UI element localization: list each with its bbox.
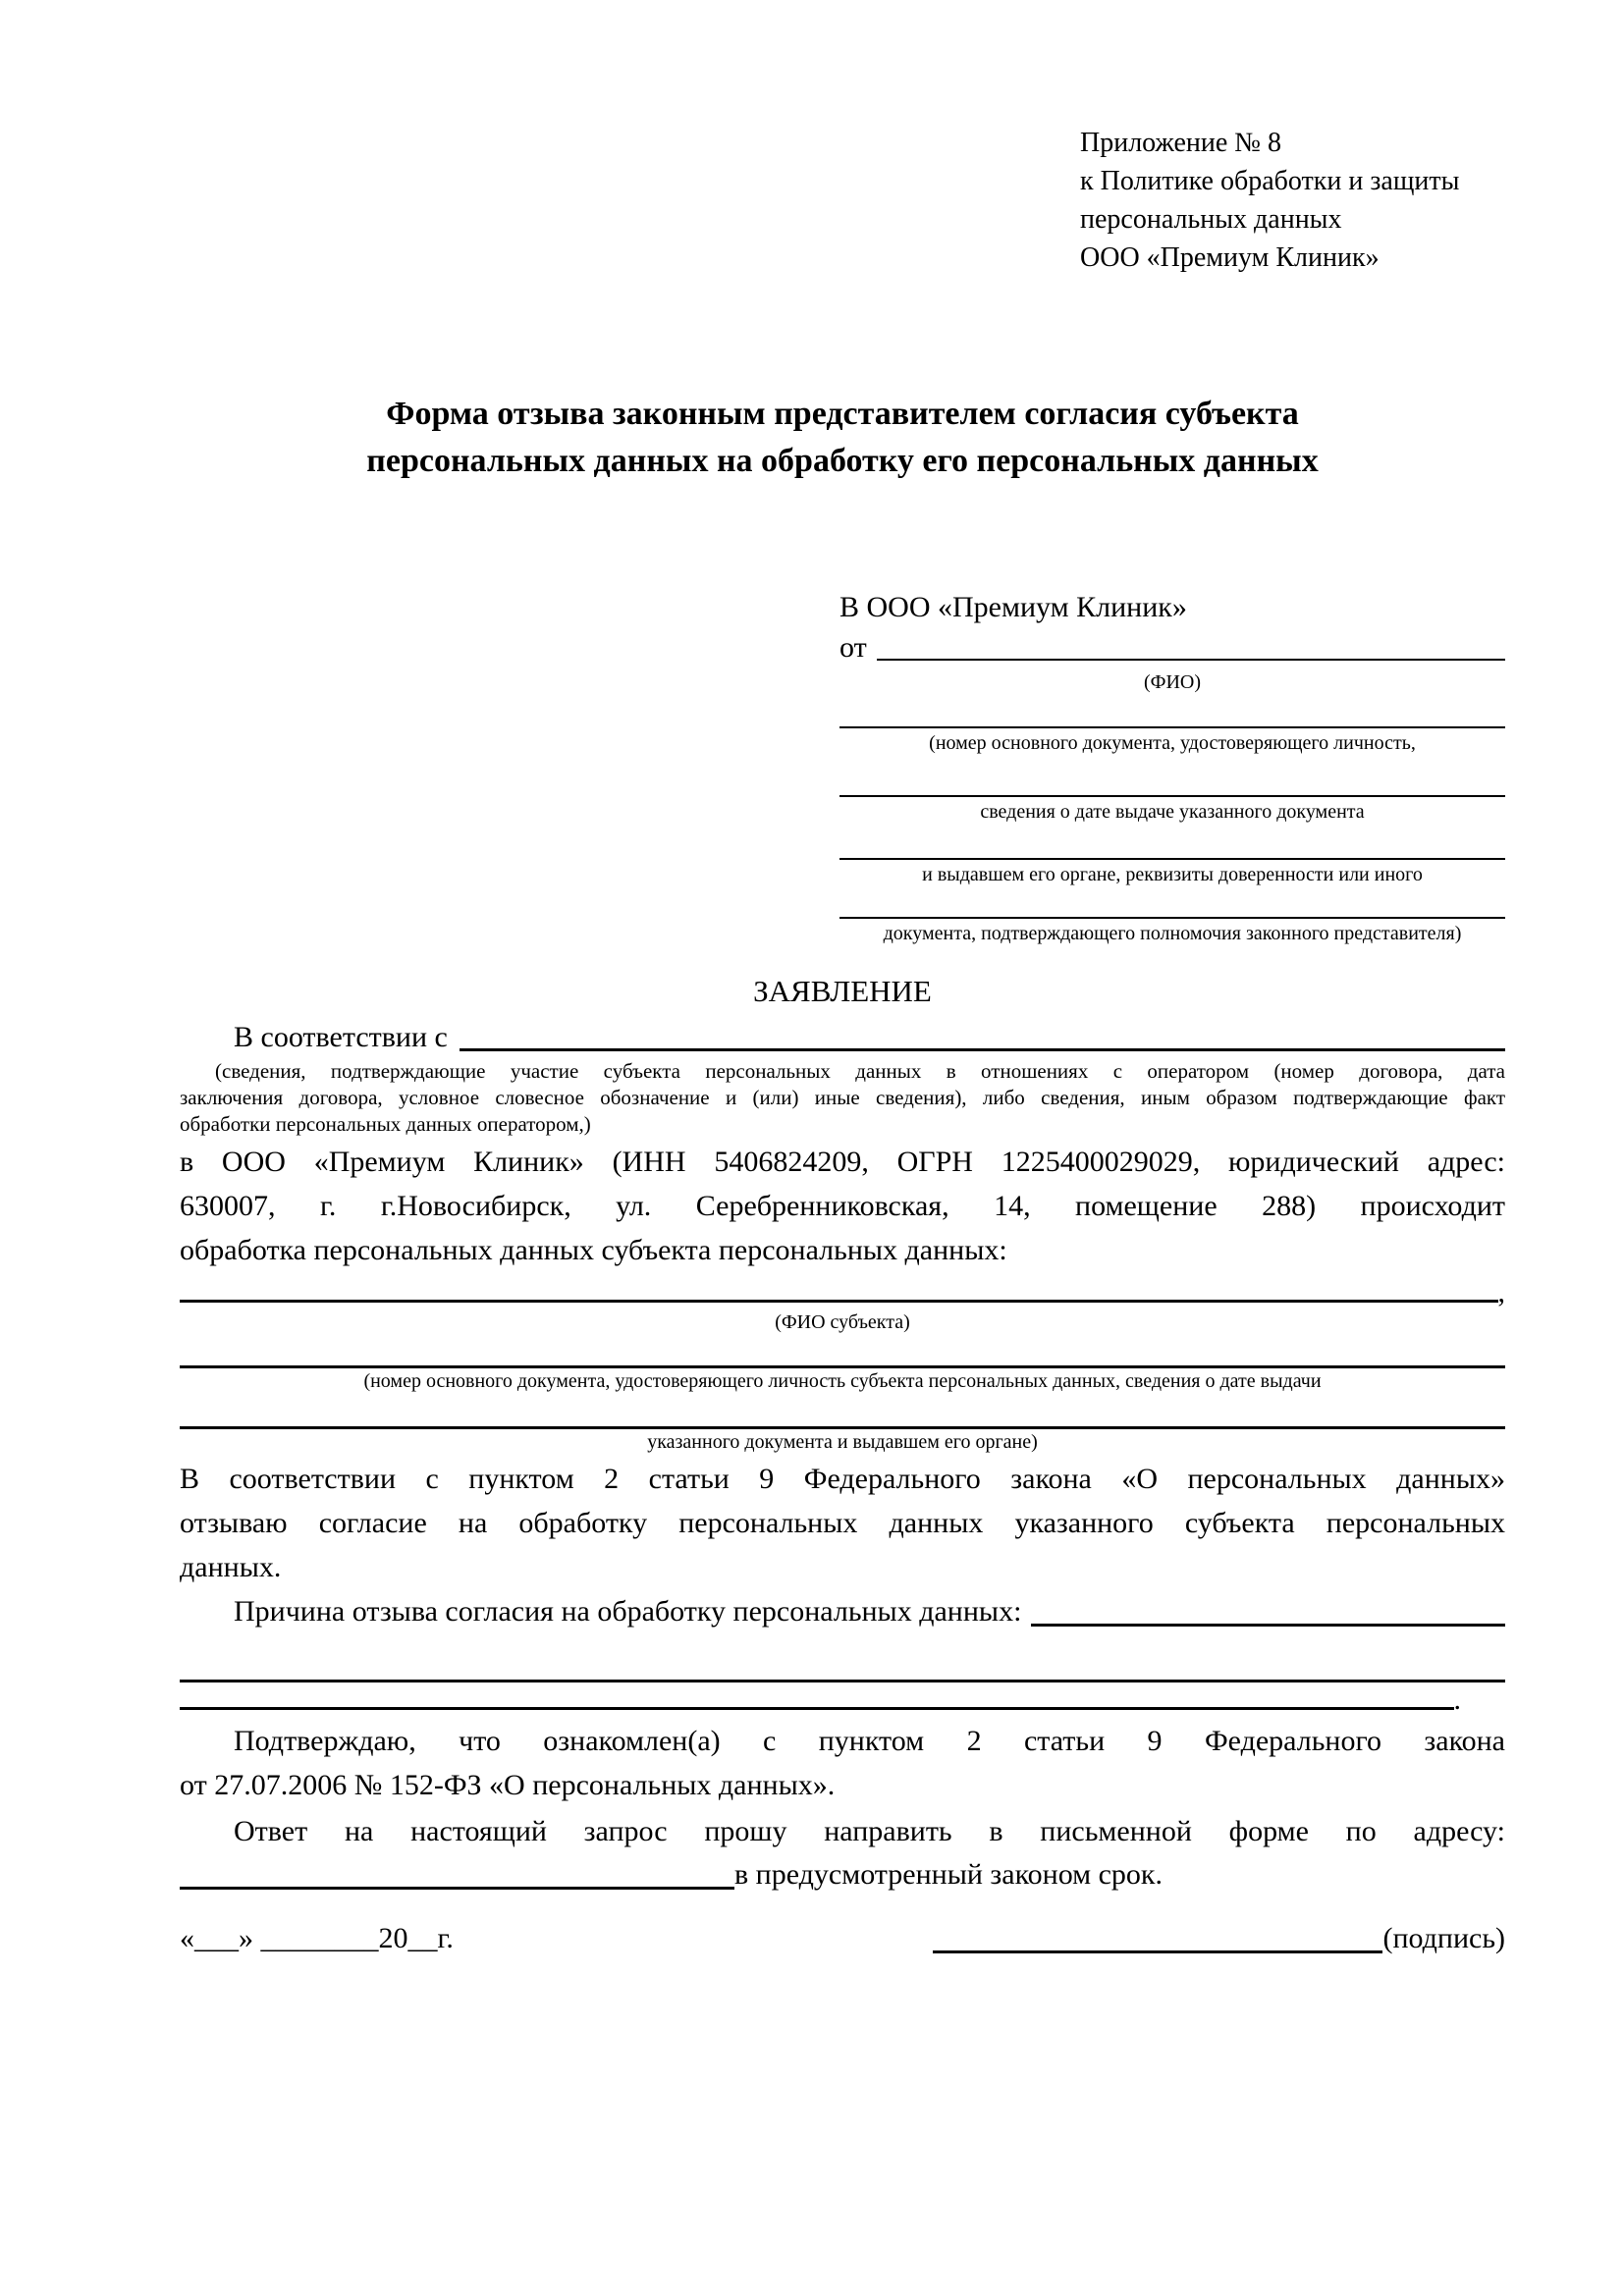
- issuing-authority-caption: и выдавшем его органе, реквизиты доверенности или иного: [922, 864, 1423, 885]
- signature-blank-line: [933, 1922, 1382, 1953]
- withdrawal-paragraph: [180, 1457, 1505, 1589]
- reason-blank-inline: [1031, 1597, 1505, 1627]
- reply-paragraph-line: Ответ на настоящий запрос прошу направить в письменной форме по адресу:: [234, 1815, 1505, 1847]
- reason-blank-line-1: [180, 1649, 1505, 1682]
- issue-date-caption: сведения о дате выдаче указанного документа: [980, 801, 1365, 823]
- appendix-line: к Политике обработки и защиты: [1080, 166, 1460, 196]
- fio-blank-line: [877, 631, 1505, 661]
- reason-line: [180, 1589, 1505, 1633]
- confirmation-paragraph-line: от 27.07.2006 № 152-ФЗ «О персональных данных».: [180, 1769, 836, 1801]
- statement-heading: ЗАЯВЛЕНИЕ: [753, 974, 932, 1008]
- addressee-from-line: [839, 628, 1505, 667]
- subject-fio-blank-line: [180, 1273, 1498, 1303]
- withdrawal-paragraph-line: отзываю согласие на обработку персональных данных указанного субъекта персональных: [180, 1507, 1505, 1539]
- accordance-prefix: В соответствии с: [234, 1021, 448, 1053]
- accordance-caption-line: заключения договора, условное словесное обозначение и (или) иные сведения), либо сведения, иным образом подтверждающие факт: [180, 1086, 1505, 1109]
- reason-line-period: .: [1453, 1683, 1461, 1716]
- accordance-caption-line: обработки персональных данных оператором,): [180, 1112, 591, 1136]
- confirmation-paragraph-line: Подтверждаю, что ознакомлен(а) с пунктом 2 статьи 9 Федерального закона: [234, 1725, 1505, 1757]
- accordance-caption: [180, 1058, 1505, 1138]
- subject-fio-blank-row: [180, 1276, 1505, 1309]
- appendix-line: ООО «Премиум Клиник»: [1080, 242, 1380, 273]
- reply-address-blank-line: [180, 1858, 734, 1890]
- reply-address-row: [180, 1853, 1505, 1896]
- withdrawal-paragraph-line: В соответствии с пунктом 2 статьи 9 Федерального закона «О персональных данных»: [180, 1463, 1505, 1495]
- subject-doc-blank-line-1: [180, 1341, 1505, 1368]
- addressee-block: [839, 587, 1505, 946]
- document-title-line: персональных данных на обработку его персональных данных: [366, 443, 1319, 479]
- footer-row: [180, 1916, 1505, 1960]
- accordance-line: [180, 1017, 1505, 1058]
- representative-authority-blank-line: [839, 895, 1505, 919]
- subject-fio-caption: (ФИО субъекта): [775, 1311, 910, 1333]
- accordance-caption-line: (сведения, подтверждающие участие субъекта персональных данных в отношениях с оператором (номер договора, дата: [215, 1059, 1505, 1083]
- reply-suffix: в предусмотренный законом срок.: [734, 1858, 1163, 1891]
- subject-doc-caption-2: указанного документа и выдавшем его органе): [647, 1431, 1038, 1453]
- issue-date-blank-line: [839, 774, 1505, 797]
- date-field: «___» ________20__г.: [180, 1922, 454, 1954]
- reason-blank-row-2: [180, 1682, 1505, 1717]
- operator-paragraph-line: в ООО «Премиум Клиник» (ИНН 5406824209, ОГРН 1225400029029, юридический адрес:: [180, 1146, 1505, 1178]
- document-content: [180, 0, 1505, 1896]
- confirmation-paragraph: [180, 1719, 1505, 1807]
- from-label: от: [839, 631, 867, 664]
- subject-fio-line-comma: ,: [1497, 1276, 1505, 1308]
- addressee-to-line: В ООО «Премиум Клиник»: [839, 591, 1187, 623]
- fio-caption: (ФИО): [1143, 671, 1201, 693]
- reply-paragraph: [180, 1809, 1505, 1853]
- operator-paragraph-line: обработка персональных данных субъекта персональных данных:: [180, 1234, 1007, 1266]
- accordance-blank-line: [460, 1022, 1505, 1051]
- withdrawal-paragraph-line: данных.: [180, 1551, 282, 1583]
- subject-doc-caption-1: (номер основного документа, удостоверяющего личность субъекта персональных данных, сведения о дате выдачи: [363, 1370, 1322, 1392]
- operator-paragraph-line: 630007, г. г.Новосибирск, ул. Серебренниковская, 14, помещение 288) происходит: [180, 1190, 1505, 1222]
- appendix-line: персональных данных: [1080, 204, 1342, 235]
- issuing-authority-blank-line: [839, 836, 1505, 860]
- document-number-caption: (номер основного документа, удостоверяющего личность,: [929, 732, 1416, 754]
- appendix-note: [1080, 0, 1505, 277]
- appendix-line: Приложение № 8: [1080, 128, 1281, 158]
- signature-group: [933, 1916, 1505, 1960]
- reason-blank-line-2: [180, 1681, 1454, 1710]
- document-title-line: Форма отзыва законным представителем согласия субъекта: [386, 396, 1299, 432]
- operator-paragraph: [180, 1140, 1505, 1272]
- signature-caption: (подпись): [1382, 1922, 1505, 1954]
- document-number-blank-line: [839, 705, 1505, 728]
- document-title: [180, 391, 1505, 485]
- reason-prefix: Причина отзыва согласия на обработку персональных данных:: [234, 1595, 1022, 1628]
- representative-authority-caption: документа, подтверждающего полномочия законного представителя): [883, 923, 1462, 944]
- subject-doc-blank-line-2: [180, 1402, 1505, 1429]
